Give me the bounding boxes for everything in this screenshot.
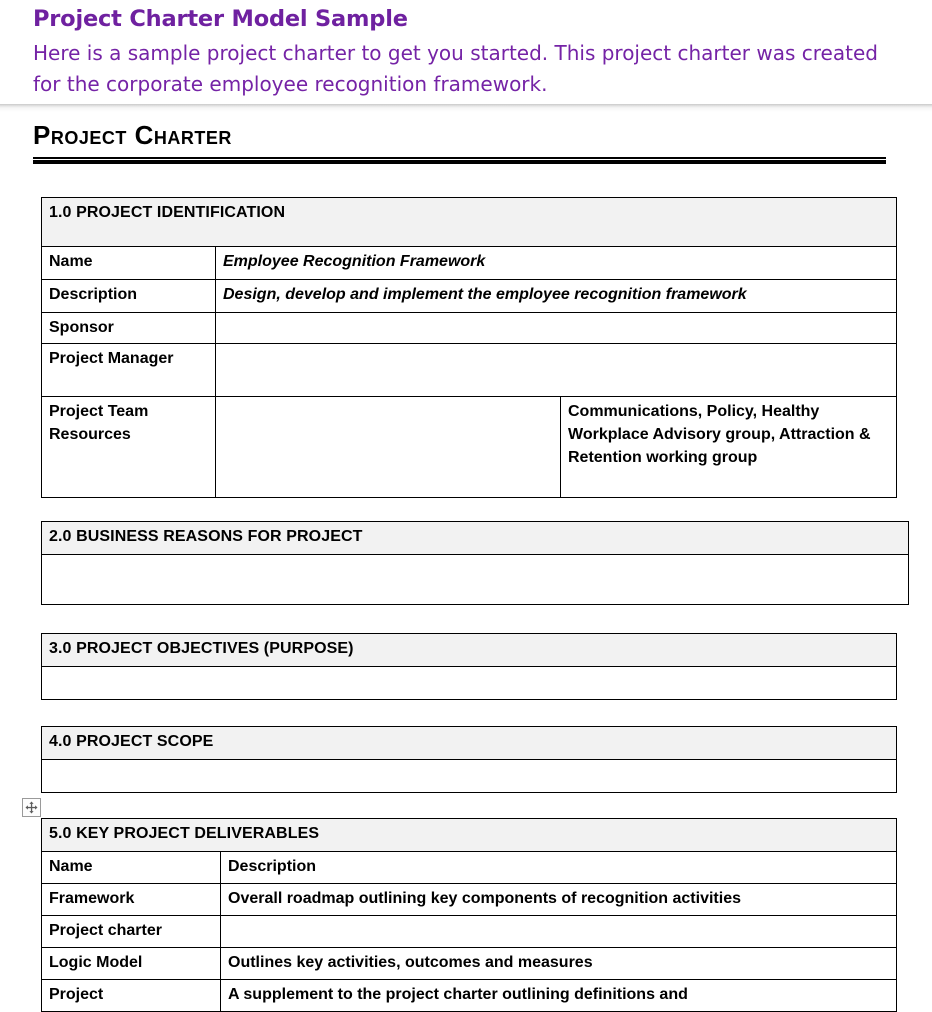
section-heading-objectives: 3.0 PROJECT OBJECTIVES (PURPOSE) [42,634,897,667]
row-value-name[interactable]: Employee Recognition Framework [216,247,897,280]
table-header-row [42,852,897,884]
band-separator [0,104,932,112]
section-heading-business-reasons: 2.0 BUSINESS REASONS FOR PROJECT [42,522,909,555]
table-row [42,397,897,498]
table-row [42,760,897,793]
table-row [42,280,897,313]
table-row [42,819,897,852]
column-header-description: Description [221,852,897,884]
intro-band [0,0,932,104]
deliverable-description-project-charter[interactable] [221,916,897,948]
table-row [42,916,897,948]
table-key-deliverables [41,818,897,1012]
table-row [42,727,897,760]
row-label-project-manager: Project Manager [42,344,216,397]
move-four-arrows-icon [25,801,38,814]
table-row [42,344,897,397]
table-row [42,313,897,344]
deliverable-description-logic-model[interactable]: Outlines key activities, outcomes and measures [221,948,897,980]
table-business-reasons [41,521,909,605]
deliverable-name-project-charter[interactable]: Project charter [42,916,221,948]
deliverable-description-project[interactable]: A supplement to the project charter outlining definitions and [221,980,897,1012]
table-move-handle[interactable] [22,798,41,817]
row-label-name: Name [42,247,216,280]
section-heading-scope: 4.0 PROJECT SCOPE [42,727,897,760]
section-body-business-reasons[interactable] [42,555,909,605]
row-extra-project-team-resources[interactable]: Communications, Policy, Healthy Workplace Advisory group, Attraction & Retention working group [561,397,897,498]
table-row [42,555,909,605]
row-value-project-manager[interactable] [216,344,897,397]
section-body-objectives[interactable] [42,667,897,700]
deliverable-name-logic-model[interactable]: Logic Model [42,948,221,980]
table-row [42,247,897,280]
table-project-objectives [41,633,897,700]
section-heading-deliverables: 5.0 KEY PROJECT DELIVERABLES [42,819,897,852]
table-row [42,198,897,247]
page-title: Project Charter [33,120,232,150]
table-row [42,884,897,916]
intro-title: Project Charter Model Sample [33,6,408,32]
row-label-description: Description [42,280,216,313]
row-value-sponsor[interactable] [216,313,897,344]
table-row [42,667,897,700]
deliverable-description-framework[interactable]: Overall roadmap outlining key components of recognition activities [221,884,897,916]
table-project-identification [41,197,897,498]
column-header-name: Name [42,852,221,884]
deliverable-name-framework[interactable]: Framework [42,884,221,916]
row-value-description[interactable]: Design, develop and implement the employee recognition framework [216,280,897,313]
page-title-rule [33,157,886,164]
table-project-scope [41,726,897,793]
intro-paragraph: Here is a sample project charter to get you started. This project charter was created for the corporate employee recognition framework. [33,41,878,96]
section-heading-identification: 1.0 PROJECT IDENTIFICATION [42,198,897,247]
deliverable-name-project[interactable]: Project [42,980,221,1012]
table-row [42,980,897,1012]
row-value-project-team-resources[interactable] [216,397,561,498]
row-label-sponsor: Sponsor [42,313,216,344]
table-row [42,634,897,667]
section-body-scope[interactable] [42,760,897,793]
row-label-project-team-resources: Project Team Resources [42,397,216,498]
table-row [42,948,897,980]
document-body [0,112,932,1003]
table-row [42,522,909,555]
